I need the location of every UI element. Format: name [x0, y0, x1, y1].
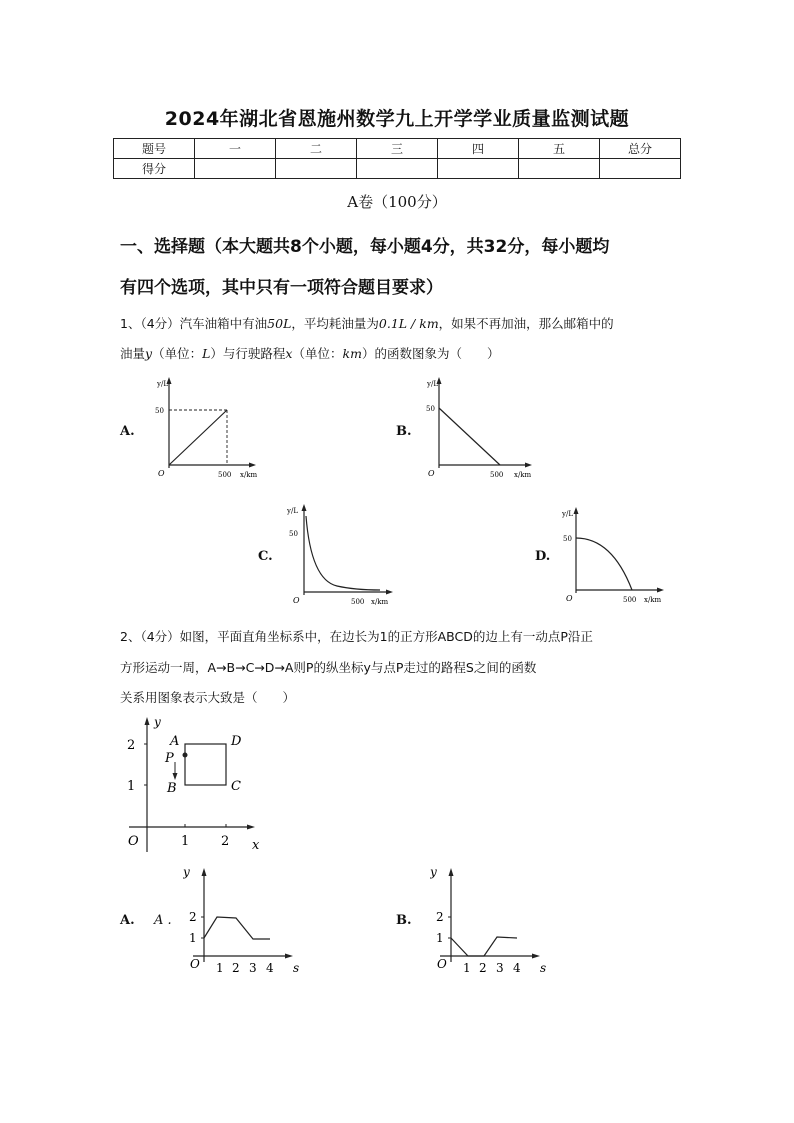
- y-tick-label: 1: [189, 931, 197, 945]
- table-cell: 四: [438, 139, 519, 159]
- table-cell: 二: [276, 139, 357, 159]
- q1-text: ，平均耗油量为: [291, 316, 379, 331]
- part1-heading-line2: 有四个选项，其中只有一项符合题目要求）: [120, 278, 443, 298]
- x-tick-label: 4: [266, 961, 274, 975]
- x-tick-label: 1: [181, 834, 190, 849]
- x-tick-label: 1: [216, 961, 224, 975]
- q1-value: x: [285, 346, 293, 361]
- origin-label: O: [437, 957, 447, 971]
- x-axis-label: x/km: [514, 471, 532, 479]
- table-cell: 得分: [114, 159, 195, 179]
- q1-option-a-label[interactable]: A.: [120, 424, 135, 439]
- x-tick-label: 2: [221, 834, 230, 849]
- x-tick-label: 2: [232, 961, 240, 975]
- y-tick-label: 2: [127, 738, 136, 753]
- y-axis-label: y/L: [157, 380, 168, 388]
- x-tick-label: 2: [479, 961, 487, 975]
- x-axis-label: s: [540, 961, 547, 975]
- x-tick-label: 3: [249, 961, 257, 975]
- q1-text: ，如果不再加油，那么邮箱中的: [438, 316, 614, 331]
- table-cell: 题号: [114, 139, 195, 159]
- q2-graph-a: [183, 862, 308, 977]
- q1-value: km: [342, 346, 362, 361]
- score-input-cell[interactable]: [195, 159, 276, 179]
- origin-label: O: [428, 469, 435, 478]
- q1-text: ）的函数图象为（ ）: [361, 346, 500, 361]
- q1-text: 汽车油箱中有油: [179, 316, 268, 331]
- section-a-heading: A卷（100分）: [347, 193, 447, 211]
- q1-value: L: [202, 346, 211, 361]
- q1-text: ）与行驶路程: [210, 346, 286, 361]
- q1-value: 0.1L / km: [378, 316, 439, 331]
- y-tick-label: 50: [426, 405, 435, 413]
- vertex-a-label: A: [170, 734, 180, 749]
- vertex-c-label: C: [231, 779, 241, 794]
- q1-graph-b: [422, 375, 538, 483]
- score-table: [113, 138, 681, 179]
- y-axis-label: y/L: [562, 510, 573, 518]
- q1-text: 油量: [120, 346, 146, 361]
- part1-heading-line1: 一、选择题（本大题共8个小题，每小题4分，共32分，每小题均: [120, 237, 610, 257]
- origin-label: O: [566, 594, 573, 603]
- origin-label: O: [293, 596, 300, 605]
- q1-line1: [120, 314, 614, 332]
- x-axis-label: x/km: [644, 596, 662, 604]
- score-input-cell[interactable]: [357, 159, 438, 179]
- table-cell: 三: [357, 139, 438, 159]
- q2-square-figure: [124, 712, 272, 857]
- y-tick-label: 50: [289, 530, 298, 538]
- origin-label: O: [158, 469, 165, 478]
- y-axis-label: y: [154, 715, 161, 729]
- q1-text: （单位：: [292, 346, 343, 361]
- q1-option-d-label[interactable]: D.: [535, 549, 551, 564]
- score-input-cell[interactable]: [519, 159, 600, 179]
- table-cell: 五: [519, 139, 600, 159]
- y-tick-label: 2: [436, 910, 444, 924]
- page-title: 2024年湖北省恩施州数学九上开学学业质量监测试题: [164, 108, 630, 130]
- q2-graph-b: [430, 862, 555, 977]
- table-cell: 一: [195, 139, 276, 159]
- table-cell: 总分: [600, 139, 681, 159]
- x-tick-label: 4: [513, 961, 521, 975]
- x-axis-label: x/km: [371, 598, 389, 606]
- q1-text: （单位：: [152, 346, 203, 361]
- vertex-b-label: B: [167, 781, 177, 796]
- q1-option-c-label[interactable]: C.: [258, 549, 273, 564]
- x-tick-label: 500: [218, 471, 232, 479]
- y-tick-label: 2: [189, 910, 197, 924]
- x-axis-label: x/km: [240, 471, 258, 479]
- origin-label: O: [190, 957, 200, 971]
- q1-option-b-label[interactable]: B.: [396, 424, 412, 439]
- x-tick-label: 500: [351, 598, 365, 606]
- x-tick-label: 1: [463, 961, 471, 975]
- y-axis-label: y/L: [287, 507, 298, 515]
- q1-graph-c: [285, 502, 400, 610]
- x-axis-label: x: [252, 838, 260, 853]
- y-axis-label: y/L: [427, 380, 438, 388]
- q1-number: 1、（4分）: [120, 316, 180, 331]
- table-row: [114, 159, 681, 179]
- q2-option-a-label[interactable]: A.: [120, 913, 135, 928]
- q2-option-a-tag: A .: [154, 913, 172, 928]
- y-tick-label: 50: [155, 407, 164, 415]
- point-p-label: P: [165, 751, 174, 766]
- q1-value: 50L: [267, 316, 292, 331]
- q1-graph-a: [152, 375, 262, 483]
- score-input-cell[interactable]: [600, 159, 681, 179]
- q2-line3: 关系用图象表示大致是（ ）: [120, 690, 296, 705]
- x-axis-label: s: [293, 961, 300, 975]
- vertex-d-label: D: [231, 734, 242, 749]
- y-axis-label: y: [183, 865, 190, 879]
- q1-line2: [120, 344, 499, 362]
- table-row: [114, 139, 681, 159]
- y-axis-label: y: [430, 865, 437, 879]
- score-input-cell[interactable]: [438, 159, 519, 179]
- x-tick-label: 500: [490, 471, 504, 479]
- q1-graph-d: [560, 505, 670, 607]
- score-input-cell[interactable]: [276, 159, 357, 179]
- q2-line2: 方形运动一周，A→B→C→D→A则P的纵坐标y与点P走过的路程S之间的函数: [120, 660, 537, 675]
- q1-value: y: [145, 346, 153, 361]
- y-tick-label: 50: [563, 535, 572, 543]
- q2-option-b-label[interactable]: B.: [396, 913, 412, 928]
- q2-line1: 2、（4分）如图，平面直角坐标系中，在边长为1的正方形ABCD的边上有一动点P沿正: [120, 629, 593, 644]
- y-tick-label: 1: [436, 931, 444, 945]
- origin-label: O: [128, 834, 139, 849]
- x-tick-label: 3: [496, 961, 504, 975]
- y-tick-label: 1: [127, 779, 136, 794]
- x-tick-label: 500: [623, 596, 637, 604]
